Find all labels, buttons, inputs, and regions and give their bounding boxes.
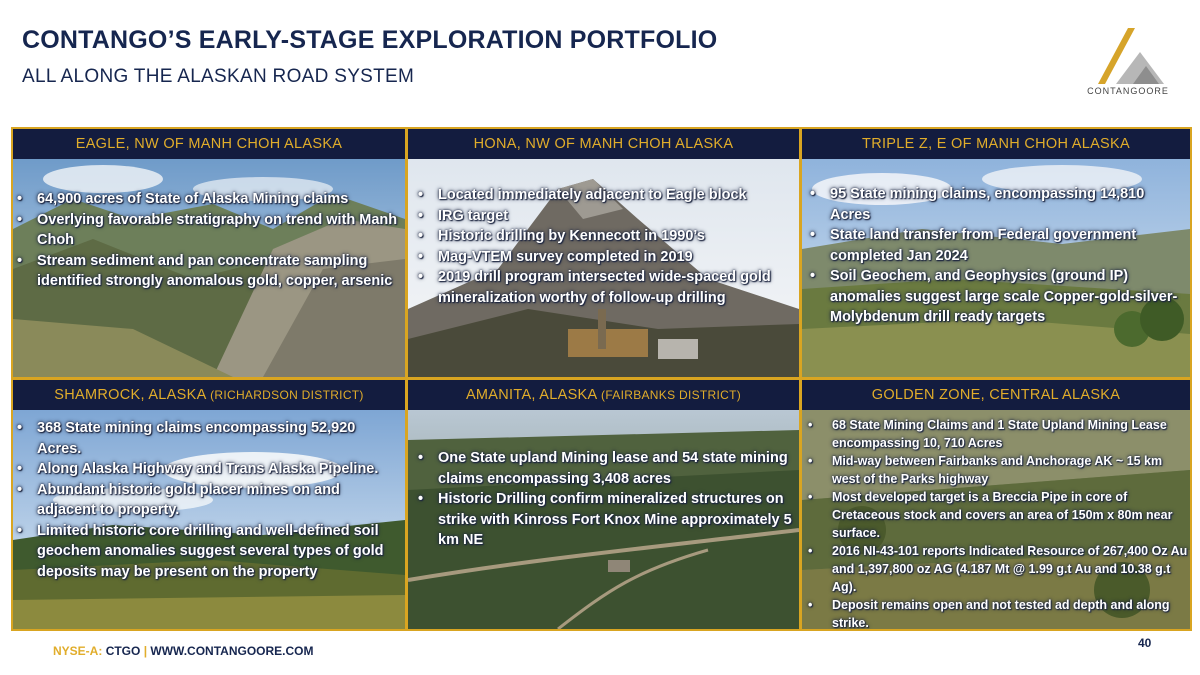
bullet-item: • Mid-way between Fairbanks and Anchorage AK ~ 15 km west of the Parks highway xyxy=(804,452,1190,488)
website-link[interactable]: WWW.CONTANGOORE.COM xyxy=(150,644,314,658)
bullet-list xyxy=(804,416,1190,629)
bullet-list xyxy=(414,185,794,308)
panel-header xyxy=(408,129,799,159)
bullet-item: • Along Alaska Highway and Trans Alaska Pipeline. xyxy=(13,459,401,480)
panel-amanita xyxy=(408,380,799,629)
panel-header-text: EAGLE, NW OF MANH CHOH ALASKA xyxy=(75,136,343,152)
panel-header xyxy=(13,129,405,159)
bullet-list xyxy=(414,448,794,551)
bullet-item: • Most developed target is a Breccia Pipe in core of Cretaceous stock and covers an area of 150m x 80m near surface. xyxy=(804,488,1190,542)
bullet-item: • 2019 drill program intersected wide-spaced gold mineralization worthy of follow-up drilling xyxy=(414,267,794,308)
panel-header xyxy=(802,380,1190,410)
bullet-item: • 368 State mining claims encompassing 52,920 Acres. xyxy=(13,418,401,459)
panel-header-subtext: (FAIRBANKS DISTRICT) xyxy=(601,388,742,402)
panel-header-subtext: (RICHARDSON DISTRICT) xyxy=(210,388,364,402)
ticker-symbol: CTGO xyxy=(105,644,141,658)
bullet-item: • IRG target xyxy=(414,206,794,227)
panel-header-text: SHAMROCK, ALASKA xyxy=(54,387,211,403)
panel-header-text: HONA, NW OF MANH CHOH ALASKA xyxy=(473,136,734,152)
bullet-item: • Overlying favorable stratigraphy on trend with Manh Choh xyxy=(13,210,401,251)
contango-logo xyxy=(1078,22,1178,102)
panel-header-text: GOLDEN ZONE, CENTRAL ALASKA xyxy=(871,387,1121,403)
panel-triple-z xyxy=(802,129,1190,377)
slide-title: CONTANGO’S EARLY-STAGE EXPLORATION PORTFOLIO xyxy=(22,26,718,54)
panel-header xyxy=(802,129,1190,159)
panel-hona xyxy=(408,129,799,377)
panel-eagle xyxy=(13,129,405,377)
slide-subtitle: ALL ALONG THE ALASKAN ROAD SYSTEM xyxy=(22,66,415,87)
bullet-item: • Deposit remains open and not tested ad depth and along strike. xyxy=(804,596,1190,629)
panel-header-text: AMANITA, ALASKA xyxy=(465,387,602,403)
mountain-logo-icon xyxy=(1078,22,1178,86)
panel-header xyxy=(408,380,799,410)
bullet-item: • Abundant historic gold placer mines on and adjacent to property. xyxy=(13,480,401,521)
bullet-item: • Stream sediment and pan concentrate sampling identified strongly anomalous gold, copper, arsenic xyxy=(13,251,401,292)
bullet-item: • Mag-VTEM survey completed in 2019 xyxy=(414,247,794,268)
bullet-list xyxy=(13,189,401,292)
panel-golden-zone xyxy=(802,380,1190,629)
portfolio-grid xyxy=(11,127,1192,631)
panel-header-text: TRIPLE Z, E OF MANH CHOH ALASKA xyxy=(862,136,1130,152)
bullet-item: • 64,900 acres of State of Alaska Mining claims xyxy=(13,189,401,210)
ticker-label: NYSE-A: xyxy=(53,644,103,658)
panel-shamrock xyxy=(13,380,405,629)
footer-separator: | xyxy=(143,644,148,658)
bullet-item: • Historic Drilling confirm mineralized structures on strike with Kinross Fort Knox Mine approximately 5 km NE xyxy=(414,489,794,551)
bullet-item: • 95 State mining claims, encompassing 14,810 Acres xyxy=(806,184,1186,225)
bullet-item: • Historic drilling by Kennecott in 1990’s xyxy=(414,226,794,247)
bullet-item: • 68 State Mining Claims and 1 State Upland Mining Lease encompassing 10, 710 Acres xyxy=(804,416,1190,452)
bullet-item: • Soil Geochem, and Geophysics (ground IP) anomalies suggest large scale Copper-gold-silver-Molybdenum drill ready targets xyxy=(806,266,1186,328)
page-number: 40 xyxy=(1138,636,1152,650)
bullet-item: • 2016 NI-43-101 reports Indicated Resource of 267,400 Oz Au and 1,397,800 oz AG (4.187 Mt @ 1.99 g.t Au and 10.38 g.t Ag). xyxy=(804,542,1190,596)
bullet-item: • Limited historic core drilling and well-defined soil geochem anomalies suggest several types of gold deposits may be present on the property xyxy=(13,521,401,583)
bullet-item: • State land transfer from Federal government completed Jan 2024 xyxy=(806,225,1186,266)
bullet-list xyxy=(806,184,1186,328)
bullet-item: • One State upland Mining lease and 54 state mining claims encompassing 3,408 acres xyxy=(414,448,794,489)
bullet-list xyxy=(13,418,401,582)
panel-header xyxy=(13,380,405,410)
footer xyxy=(53,644,314,658)
bullet-item: • Located immediately adjacent to Eagle block xyxy=(414,185,794,206)
logo-wordmark: CONTANGOORE xyxy=(1087,86,1169,96)
